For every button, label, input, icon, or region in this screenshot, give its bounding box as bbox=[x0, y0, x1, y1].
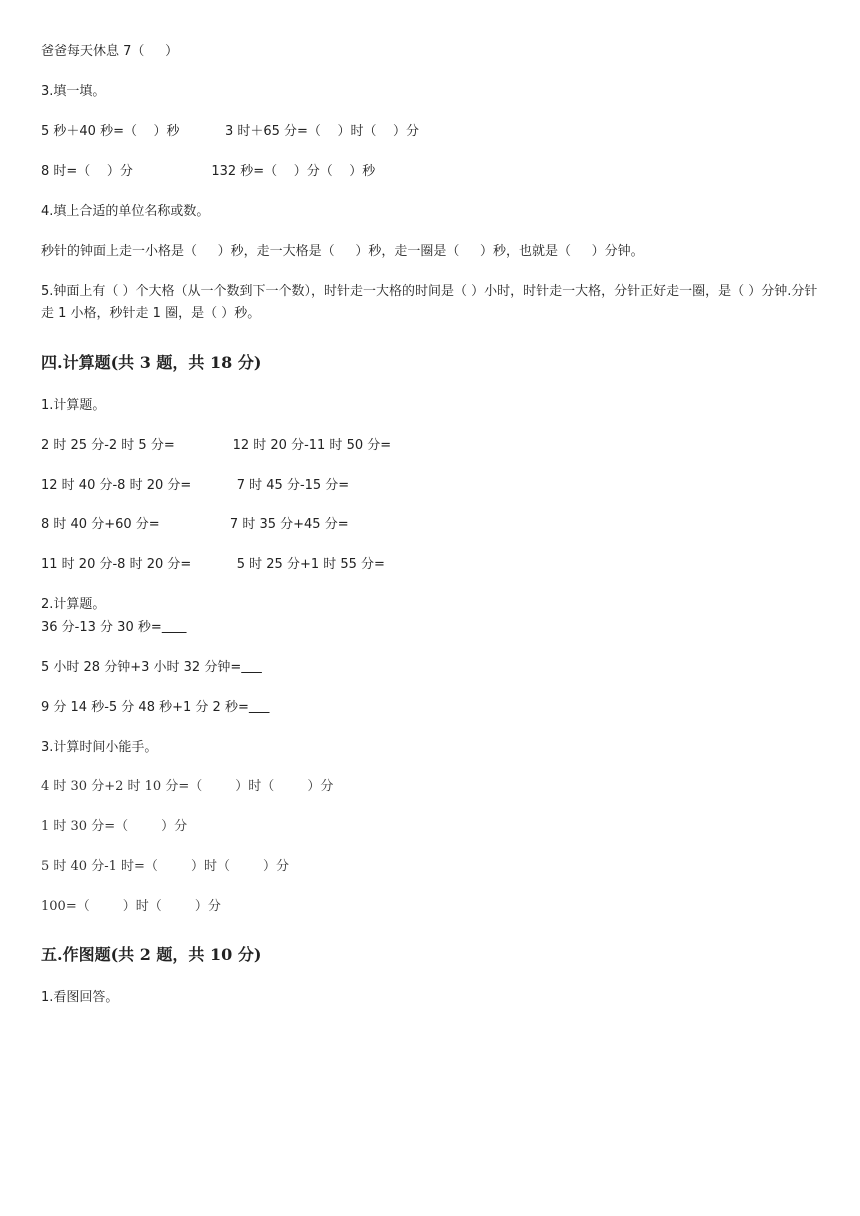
answer-blank bbox=[249, 700, 270, 715]
section-heading: 五.作图题(共 2 题，共 10 分) bbox=[41, 945, 262, 964]
question-line: 爸爸每天休息 7（ ） bbox=[41, 44, 179, 59]
answer-blank bbox=[241, 660, 262, 675]
question-line: 8 时=（ ）分 132 秒=（ ）分（ ）秒 bbox=[41, 164, 376, 179]
question-line: 5 时 40 分-1 时=（ ）时（ ）分 bbox=[41, 859, 290, 874]
question-line: 秒针的钟面上走一小格是（ ）秒，走一大格是（ ）秒，走一圈是（ ）秒，也就是（ ）分钟。 bbox=[41, 244, 644, 259]
question-line: 1 时 30 分=（ ）分 bbox=[41, 819, 188, 834]
question-line bbox=[41, 659, 262, 677]
question-title: 2.计算题。 bbox=[41, 597, 106, 612]
answer-blank bbox=[162, 620, 187, 635]
section-heading: 四.计算题(共 3 题，共 18 分) bbox=[41, 353, 262, 372]
question-title: 3.填一填。 bbox=[41, 84, 106, 99]
question-line: 12 时 40 分-8 时 20 分= 7 时 45 分-15 分= bbox=[41, 478, 350, 493]
question-text: 36 分-13 分 30 秒= bbox=[41, 620, 162, 635]
question-line bbox=[41, 699, 270, 717]
question-title: 1.看图回答。 bbox=[41, 990, 119, 1005]
question-line: 5 秒＋40 秒=（ ）秒 3 时＋65 分=（ ）时（ ）分 bbox=[41, 124, 419, 139]
question-text: 5 小时 28 分钟+3 小时 32 分钟= bbox=[41, 660, 242, 675]
question-text: 9 分 14 秒-5 分 48 秒+1 分 2 秒= bbox=[41, 700, 249, 715]
question-title: 1.计算题。 bbox=[41, 398, 106, 413]
question-line: 2 时 25 分-2 时 5 分= 12 时 20 分-11 时 50 分= bbox=[41, 438, 392, 453]
question-line: 100=（ ）时（ ）分 bbox=[41, 899, 221, 914]
question-title: 3.计算时间小能手。 bbox=[41, 740, 158, 755]
question-title: 4.填上合适的单位名称或数。 bbox=[41, 204, 210, 219]
question-line: 8 时 40 分+60 分= 7 时 35 分+45 分= bbox=[41, 517, 349, 532]
question-line: 5.钟面上有（ ）个大格（从一个数到下一个数），时针走一大格的时间是（ ）小时，时针走一大格，分针正好走一圈，是（ ）分钟.分针走 1 小格，秒针走 1 圈，是（ ）秒。 bbox=[41, 284, 818, 321]
question-line: 11 时 20 分-8 时 20 分= 5 时 25 分+1 时 55 分= bbox=[41, 557, 385, 572]
question-line bbox=[41, 619, 187, 637]
question-line: 4 时 30 分+2 时 10 分=（ ）时（ ）分 bbox=[41, 779, 334, 794]
